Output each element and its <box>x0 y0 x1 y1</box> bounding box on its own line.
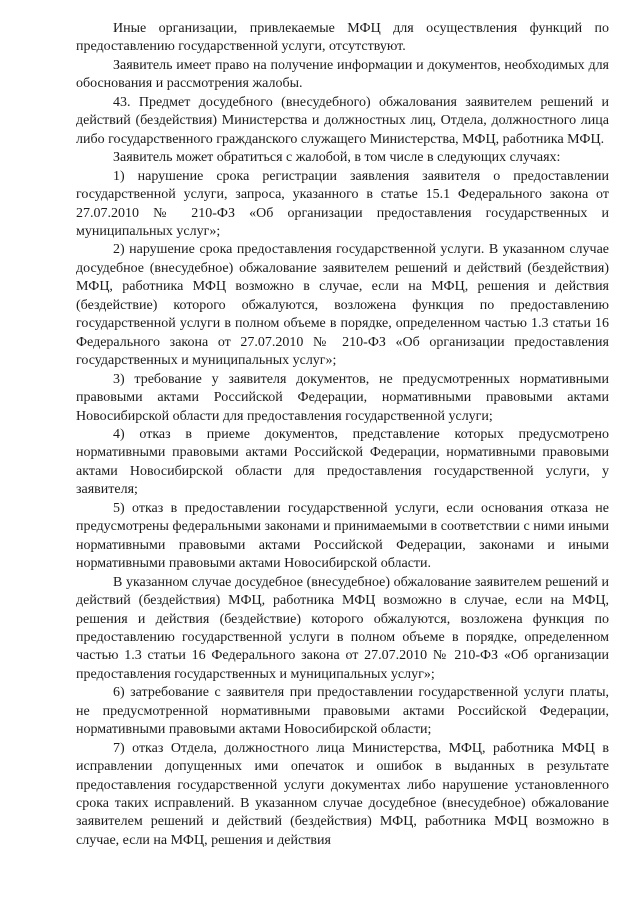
paragraph-complaint-cases-intro: Заявитель может обратиться с жалобой, в том числе в следующих случаях: <box>113 150 561 166</box>
paragraph-mfc-appeal-condition: В указанном случае досудебное (внесудебное) обжалование заявителем решений и действий (бездействия) МФЦ, работника МФЦ возможно в случае, если на МФЦ, решения и действия (бездействие) которого обжалуются, возложена функция по предоставлению государственной услуги в полном объеме в порядке, определенном частью 1.3 статьи 16 Федерального закона от 27.07.2010 № 210-ФЗ «Об организации предоставления государственных и муниципальных услуг»; <box>76 574 609 682</box>
list-item-5: 5) отказ в предоставлении государственной услуги, если основания отказа не предусмотрены федеральными законами и принимаемыми в соответствии с ними иными нормативными правовыми актами Российской Федерации, законами и иными нормативными правовыми актами Новосибирской области. <box>76 500 609 572</box>
paragraph-43-subject-of-appeal: 43. Предмет досудебного (внесудебного) обжалования заявителем решений и действий (бездействия) Министерства и должностных лиц, Отдела, должностного лица либо государственного гражданского служащего Министерства, МФЦ, работника МФЦ. <box>76 94 609 147</box>
paragraph-right-to-information: Заявитель имеет право на получение информации и документов, необходимых для обоснования и рассмотрения жалобы. <box>76 57 609 92</box>
list-item-4: 4) отказ в приеме документов, представление которых предусмотрено нормативными правовыми актами Российской Федерации, нормативными правовыми актами Новосибирской области для предоставления государственной услуги, у заявителя; <box>76 426 609 498</box>
document-page <box>76 20 609 850</box>
list-item-3: 3) требование у заявителя документов, не предусмотренных нормативными правовыми актами Российской Федерации, нормативными правовыми актами Новосибирской области для предоставления государственной услуги; <box>76 371 609 424</box>
paragraph-other-organizations: Иные организации, привлекаемые МФЦ для осуществления функций по предоставлению государственной услуги, отсутствуют. <box>76 21 609 55</box>
list-item-1: 1) нарушение срока регистрации заявления заявителя о предоставлении государственной услуги, запроса, указанного в статье 15.1 Федерального закона от 27.07.2010 № 210-ФЗ «Об организации предоставления государственных и муниципальных услуг»; <box>76 168 609 239</box>
list-item-7: 7) отказ Отдела, должностного лица Министерства, МФЦ, работника МФЦ в исправлении допущенных ими опечаток и ошибок в выданных в результате предоставления государственной услуги документах либо нарушение установленного срока таких исправлений. В указанном случае досудебное (внесудебное) обжалование заявителем решений и действий (бездействия) МФЦ, работника МФЦ возможно в случае, если на МФЦ, решения и действия <box>76 740 609 848</box>
list-item-2: 2) нарушение срока предоставления государственной услуги. В указанном случае досудебное (внесудебное) обжалование заявителем решений и действий (бездействия) МФЦ, работника МФЦ возможно в случае, если на МФЦ, решения и действия (бездействие) которого обжалуются, возложена функция по предоставлению государственной услуги в полном объеме в порядке, определенном частью 1.3 статьи 16 Федерального закона от 27.07.2010 № 210-ФЗ «Об организации предоставления государственных и муниципальных услуг»; <box>76 242 609 369</box>
list-item-6: 6) затребование с заявителя при предоставлении государственной услуги платы, не предусмотренной нормативными правовыми актами Российской Федерации, нормативными правовыми актами Новосибирской области; <box>76 685 609 738</box>
